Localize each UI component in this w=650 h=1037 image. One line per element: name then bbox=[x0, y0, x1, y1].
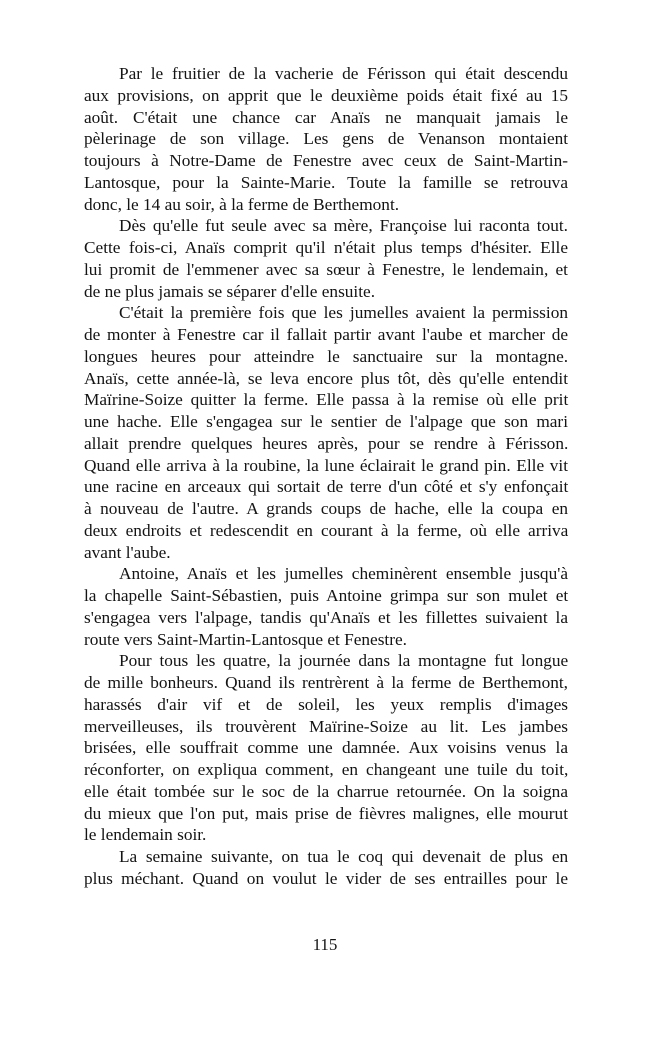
text-line: elle était tombée sur le soc de la charrue retournée. On la soigna bbox=[84, 781, 568, 801]
text-line: deux endroits et redescendit en courant à la ferme, où elle arriva bbox=[84, 520, 569, 540]
text-line: réconforter, on expliqua comment, en changeant une tuile du toit, bbox=[84, 760, 569, 779]
text-line: Quand elle arriva à la roubine, la lune éclairait le grand pin. Elle vit bbox=[84, 455, 568, 475]
text-line: Antoine, Anaïs et les jumelles cheminèrent ensemble jusqu'à bbox=[119, 564, 568, 584]
text-line: août. C'était une chance car Anaïs ne manquait jamais le bbox=[84, 107, 568, 127]
text-line: Maïrine-Soize quitter la ferme. Elle passa à la remise où elle prit bbox=[84, 390, 569, 410]
text-line: brisées, elle souffrait comme une damnée. Aux voisins venus la bbox=[84, 738, 568, 758]
page-number: 115 bbox=[312, 935, 338, 954]
text-line: harassés d'air vif et de soleil, les yeux remplis d'images bbox=[84, 694, 568, 714]
text-line: merveilleuses, ils trouvèrent Maïrine-Soize au lit. Les jambes bbox=[84, 716, 568, 736]
text-line: C'était la première fois que les jumelles avaient la permission bbox=[119, 303, 568, 323]
text-line: La semaine suivante, on tua le coq qui devenait de plus en bbox=[119, 847, 569, 866]
text-line: le lendemain soir. bbox=[84, 825, 207, 845]
text-line: une racine en arceaux qui sortait de terre d'un côté et s'y enfonçait bbox=[84, 477, 569, 497]
text-line: du mieux que l'on put, mais prise de fièvres malignes, elle mourut bbox=[84, 803, 568, 823]
text-line: longues heures pour atteindre le sanctuaire sur la montagne. bbox=[84, 346, 569, 366]
text-line: allait prendre quelques heures après, pour se rendre à Férisson. bbox=[84, 433, 569, 453]
text-line: de monter à Fenestre car il fallait partir avant l'aube et marcher de bbox=[84, 325, 569, 344]
text-line: toujours à Notre-Dame de Fenestre avec ceux de Saint-Martin- bbox=[84, 151, 568, 170]
text-line: une hache. Elle s'engagea sur le sentier de l'alpage que son mari bbox=[84, 412, 568, 431]
text-line: de mille bonheurs. Quand ils rentrèrent à la ferme de Berthemont, bbox=[84, 673, 568, 692]
page-body bbox=[84, 63, 568, 890]
text-line: Pour tous les quatre, la journée dans la montagne fut longue bbox=[119, 651, 569, 671]
text-line: donc, le 14 au soir, à la ferme de Berthemont. bbox=[84, 194, 400, 214]
text-line: pèlerinage de son village. Les gens de Venanson montaient bbox=[84, 129, 569, 149]
text-line: à nouveau de l'autre. A grands coups de hache, elle la coupa en bbox=[84, 499, 569, 518]
text-line: Cette fois-ci, Anaïs comprit qu'il n'était plus temps d'hésiter. Elle bbox=[84, 238, 568, 257]
text-line: route vers Saint-Martin-Lantosque et Fenestre. bbox=[84, 629, 407, 649]
text-line: aux provisions, on apprit que le deuxième poids était fixé au 15 bbox=[84, 85, 568, 105]
text-line: Par le fruitier de la vacherie de Férisson qui était descendu bbox=[119, 64, 568, 83]
text-line: plus méchant. Quand on voulut le vider de ses entrailles pour le bbox=[84, 868, 568, 888]
text-line: de ne plus jamais se séparer d'elle ensuite. bbox=[84, 281, 376, 301]
text-line: Anaïs, cette année-là, se leva encore plus tôt, dès qu'elle entendit bbox=[84, 368, 568, 388]
text-line: la chapelle Saint-Sébastien, puis Antoine grimpa sur son mulet et bbox=[84, 586, 569, 605]
text-line: Lantosque, pour la Sainte-Marie. Toute la famille se retrouva bbox=[84, 172, 568, 192]
text-line: Dès qu'elle fut seule avec sa mère, Françoise lui raconta tout. bbox=[119, 216, 568, 236]
text-line: s'engagea vers l'alpage, tandis qu'Anaïs et les fillettes suivaient la bbox=[84, 607, 568, 627]
text-line: lui promit de l'emmener avec sa sœur à Fenestre, le lendemain, et bbox=[84, 259, 568, 279]
text-line: avant l'aube. bbox=[84, 542, 171, 562]
